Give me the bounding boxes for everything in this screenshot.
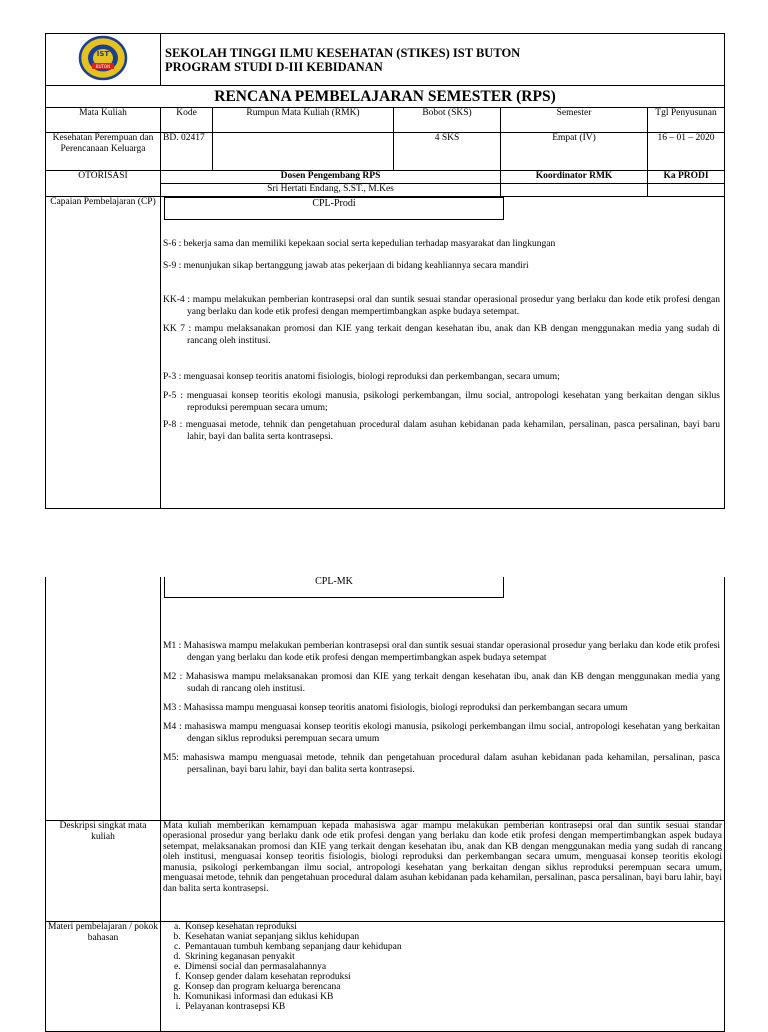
cpl-mk-title: CPL-MK (164, 577, 504, 598)
cp-item-p3: P-3 : menguasai konsep teoritis anatomi fisiologis, biologi reproduksi dan perkembangan, secara umum; (163, 372, 560, 382)
materi-item: d. Skrining keganasan penyakit (183, 952, 722, 962)
col-header-tgl: Tgl Penyusunan (648, 108, 725, 133)
cpl-mk-item-m3: M3 : Mahasissa mampu menguasai konsep teoritis anatomi fisiologis, biologi reproduksi dan perkembangan secara umum (163, 703, 628, 713)
institution-line-2: PROGRAM STUDI D-III KEBIDANAN (165, 59, 383, 74)
cpl-mk-item-m2: M2 : Mahasiswa mampu melaksanakan promosi dan KIE yang terkait dengan kesehatan ibu, anak dan KB dengan menggunakan media yang sudah di rancang oleh institusi. (163, 672, 720, 694)
materi-item: a. Konsep kesehatan reproduksi (183, 922, 722, 932)
value-mata-kuliah: Kesehatan Perempuan dan Perencanaan Keluarga (46, 133, 161, 171)
cp-item-kk4: KK-4 : mampu melakukan pemberian kontrasepsi oral dan suntik sesuai standar operasional prosedur yang berlaku dan kode etik profesi dengan yang berlaku dan kode etik profesi dengan mempertimbangkan aspke budaya setempat. (163, 295, 721, 317)
svg-text:BUTON: BUTON (95, 63, 111, 69)
cpl-prodi-title: CPL-Prodi (164, 197, 504, 220)
materi-item: g. Konsep dan program keluarga berencana (183, 982, 722, 992)
document-title: RENCANA PEMBELAJARAN SEMESTER (RPS) (46, 86, 725, 108)
value-semester: Empat (IV) (501, 133, 648, 171)
deskripsi-text: Mata kuliah memberikan kemampuan kepada mahasiswa agar mampu melakukan pemberian kontrasepsi oral dan suntik sesuai standar operasional prosedur yang berlaku dank ode etik profesi dengan yang berlaku dan kode etik profesi dengan mempertimbangkan aspek budaya setempat, melaksanakan promosi dan KIE yang terkait dengan kesehatan ibu, anak dan KB dengan menggunakan media yang sudah di rancang oleh institusi, menguasai konsep teoritis fisiologis, biologi reproduksi dan perkembangan secara umum, menguasai konsep teoritis ekologi manusia, psikologi perkembangan ilmu social, antropologi kesehatan yang berkaitan dengan siklus reproduksi perempuan secara umum, menguasai metode, tehnik dan pengetahuan procedural dalam asuhan kebidanan pada kehamilan, persalinan, pasca persalinan, bayi baru lahir, bayi dan balita serta kontrasepsi. (161, 820, 725, 921)
institution-logo (78, 35, 128, 81)
rps-continuation-table (45, 577, 725, 1032)
materi-item: b. Kesehatan waniat sepanjang siklus kehidupan (183, 932, 722, 942)
cp-item-s6: S-6 : bekerja sama dan memiliki kepekaan social serta kepedulian terhadap masyarakat dan lingkungan (163, 239, 556, 249)
rps-header-table (45, 33, 725, 509)
cpl-mk-content (161, 577, 725, 820)
cp-item-p8: P-8 : menguasai metode, tehnik dan pengetahuan procedural dalam asuhan kebidanan pada kehamilan, persalinan, pasca persalinan, bayi baru lahir, bayi dan balita serta kontrasepsi. (163, 420, 721, 442)
kaprodi-header: Ka PRODI (648, 171, 725, 184)
materi-item: c. Pemantauan tumbuh kembang sepanjang daur kehidupan (183, 942, 722, 952)
koordinator-header: Koordinator RMK (501, 171, 648, 184)
cp-item-p5: P-5 : menguasai konsep teoritis ekologi manusia, psikologi perkembangan, ilmu social, antropologi kesehatan yang berkaitan dengan siklus reproduksi perempuan secara umum; (163, 391, 721, 413)
materi-label: Materi pembelajaran / pokok bahasan (46, 921, 161, 1031)
materi-item: f. Konsep gender dalam kesehatan reproduksi (183, 972, 722, 982)
capaian-label: Capaian Pembelajaran (CP) (46, 197, 161, 509)
value-tgl: 16 – 01 – 2020 (648, 133, 725, 171)
cpl-mk-item-m4: M4 : mahasiswa mampu menguasai konsep teoritis ekologi manusia, psikologi perkembangan ilmu social, antropologi kesehatan yang berkaitan dengan siklus reproduksi perempuan secara umum (163, 722, 720, 744)
cpl-mk-label-cell (46, 577, 161, 820)
col-header-bobot: Bobot (SKS) (394, 108, 501, 133)
materi-content (161, 921, 725, 1031)
col-header-kode: Kode (161, 108, 213, 133)
otorisasi-label: OTORISASI (46, 171, 161, 197)
institution-name (161, 34, 725, 86)
cp-item-kk7: KK 7 : mampu melaksanakan promosi dan KIE yang terkait dengan kesehatan ibu, anak dan KB dengan menggunakan media yang sudah di rancang oleh institusi. (163, 324, 721, 346)
svg-text:IST: IST (96, 49, 110, 58)
col-header-rumpun: Rumpun Mata Kuliah (RMK) (213, 108, 394, 133)
materi-item: e. Dimensi social dan permasalahannya (183, 962, 722, 972)
materi-list (163, 922, 722, 1012)
value-kode: BD. 02417 (161, 133, 213, 171)
dosen-name: Sri Hertati Endang, S.ST., M.Kes (161, 184, 501, 197)
col-header-semester: Semester (501, 108, 648, 133)
kaprodi-signature (648, 184, 725, 197)
cpl-mk-item-m5: M5: mahasiswa mampu menguasai metode, tehnik dan pengetahuan procedural dalam asuhan kebidanan pada kehamilan, persalinan, pasca persalinan, bayi baru lahir, bayi dan balita serta kontrasepsi. (163, 753, 720, 775)
deskripsi-label: Deskripsi singkat mata kuliah (46, 820, 161, 921)
cp-item-s9: S-9 : menunjukan sikap bertanggung jawab atas pekerjaan di bidang keahliannya secara mandiri (163, 261, 529, 271)
materi-item: h. Komunikasi informasi dan edukasi KB (183, 992, 722, 1002)
value-bobot: 4 SKS (394, 133, 501, 171)
materi-item: i. Pelayanan kontrasepsi KB (183, 1002, 722, 1012)
cpl-mk-item-m1: M1 : Mahasiswa mampu melakukan pemberian kontrasepsi oral dan suntik sesuai standar operasional prosedur yang berlaku dan kode etik profesi dengan yang berlaku dan kode etik profesi dengan mempertimbangkan aspek budaya setempat (163, 641, 720, 663)
col-header-mata-kuliah: Mata Kuliah (46, 108, 161, 133)
capaian-content (161, 197, 725, 509)
koordinator-signature (501, 184, 648, 197)
dosen-header: Dosen Pengembang RPS (161, 171, 501, 184)
value-rumpun (213, 133, 394, 171)
institution-line-1: SEKOLAH TINGGI ILMU KESEHATAN (STIKES) IST BUTON (165, 45, 521, 60)
logo-cell (46, 34, 161, 86)
